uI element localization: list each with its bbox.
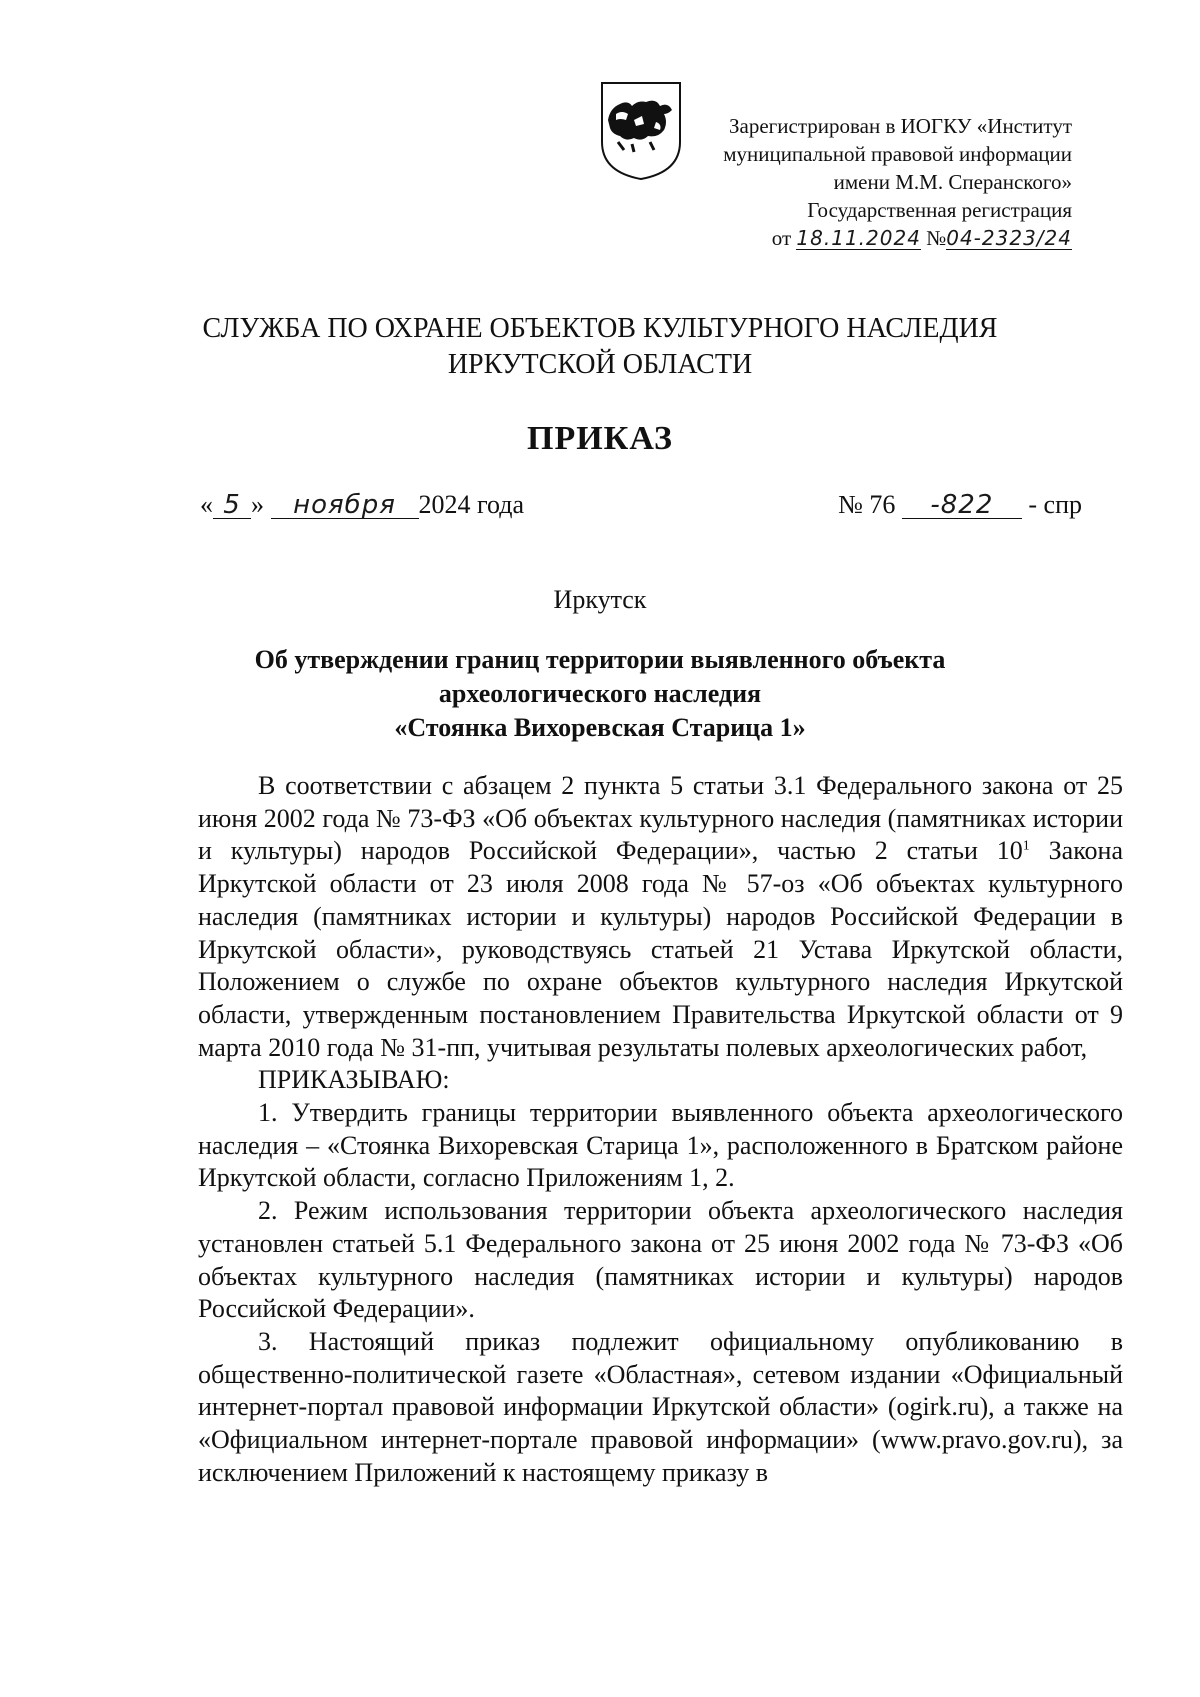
registration-line-1: Зарегистрирован в ИОГКУ «Институт bbox=[728, 114, 1072, 138]
order-item-3: 3. Настоящий приказ подлежит официальному опубликованию в общественно-политической газете «Областная», сетевом издании «Официальный интернет-портал правовой информации Иркутской области» (ogirk.ru), а также на «Официальном интернет-портале правовой информации» (www.pravo.gov.ru), за исключением Приложений к настоящему приказу в bbox=[198, 1326, 1123, 1487]
order-number-suffix: - спр bbox=[1028, 490, 1082, 519]
order-item-2: 2. Режим использования территории объекта археологического наследия установлен статьей 5.1 Федерального закона от 25 июня 2002 года № 73-ФЗ «Об объектах культурного наследия (памятниках истории и культуры) народов Российской Федерации». bbox=[198, 1196, 1123, 1324]
registration-date: 18.11.2024 bbox=[796, 226, 921, 250]
order-word: ПРИКАЗЫВАЮ: bbox=[258, 1065, 450, 1095]
order-date bbox=[200, 490, 524, 520]
order-number-field bbox=[902, 492, 1022, 519]
registration-line-2: муниципальной правовой информации bbox=[723, 142, 1072, 166]
registration-line-4: Государственная регистрация bbox=[807, 198, 1072, 222]
order-number-value: -822 bbox=[930, 490, 994, 520]
document-body bbox=[198, 770, 1123, 1489]
agency-name-line-2: ИРКУТСКОЙ ОБЛАСТИ bbox=[447, 349, 753, 380]
order-date-close-quote: » bbox=[251, 490, 264, 519]
order-date-month: ноября bbox=[293, 490, 396, 520]
preamble-paragraph bbox=[198, 770, 1123, 1064]
document-title-line-3: «Стоянка Вихоревская Старица 1» bbox=[394, 713, 806, 742]
document-title-line-1: Об утверждении границ территории выявленного объекта bbox=[254, 645, 946, 674]
order-date-day-field bbox=[213, 492, 251, 519]
registration-block bbox=[652, 112, 1072, 252]
order-date-month-field bbox=[271, 492, 419, 519]
preamble-part-2: Закона Иркутской области от 23 июля 2008 года № 57-оз «Об объектах культурного наследия (памятниках истории и культуры) народов Российской Федерации в Иркутской области», руководствуясь статьей 21 Устава Иркутской области, Положением о службе по охране объектов культурного наследия Иркутской области, утвержденным постановлением Правительства Иркутской области от 9 марта 2010 года № 31-пп, учитывая результаты полевых археологических работ, bbox=[198, 836, 1123, 1062]
preamble-superscript: 1 bbox=[1022, 838, 1030, 854]
order-number bbox=[838, 490, 1082, 520]
document-type-heading: ПРИКАЗ bbox=[527, 420, 673, 457]
agency-name bbox=[0, 311, 1200, 383]
preamble-part-1: В соответствии с абзацем 2 пункта 5 статьи 3.1 Федерального закона от 25 июня 2002 года № 73-ФЗ «Об объектах культурного наследия (памятниках истории и культуры) народов Российской Федерации», частью 2 статьи 10 bbox=[198, 771, 1123, 866]
order-date-day: 5 bbox=[223, 490, 241, 520]
document-title bbox=[0, 643, 1200, 745]
order-number-prefix: № 76 bbox=[838, 490, 896, 519]
registration-number: 04-2323/24 bbox=[946, 226, 1072, 250]
order-date-year: 2024 года bbox=[418, 490, 525, 519]
registration-line-3: имени М.М. Сперанского» bbox=[833, 170, 1072, 194]
document-title-line-2: археологического наследия bbox=[438, 679, 762, 708]
registration-number-label: № bbox=[926, 226, 947, 250]
registration-from-label: от bbox=[771, 226, 792, 250]
order-item-1: 1. Утвердить границы территории выявленного объекта археологического наследия – «Стоянка Вихоревская Старица 1», расположенного в Братском районе Иркутской области, согласно Приложениям 1, 2. bbox=[198, 1098, 1123, 1193]
city-name: Иркутск bbox=[553, 585, 647, 614]
agency-name-line-1: СЛУЖБА ПО ОХРАНЕ ОБЪЕКТОВ КУЛЬТУРНОГО НАСЛЕДИЯ bbox=[202, 313, 998, 344]
registration-date-number-line bbox=[652, 224, 1072, 252]
order-date-open-quote: « bbox=[200, 490, 213, 519]
